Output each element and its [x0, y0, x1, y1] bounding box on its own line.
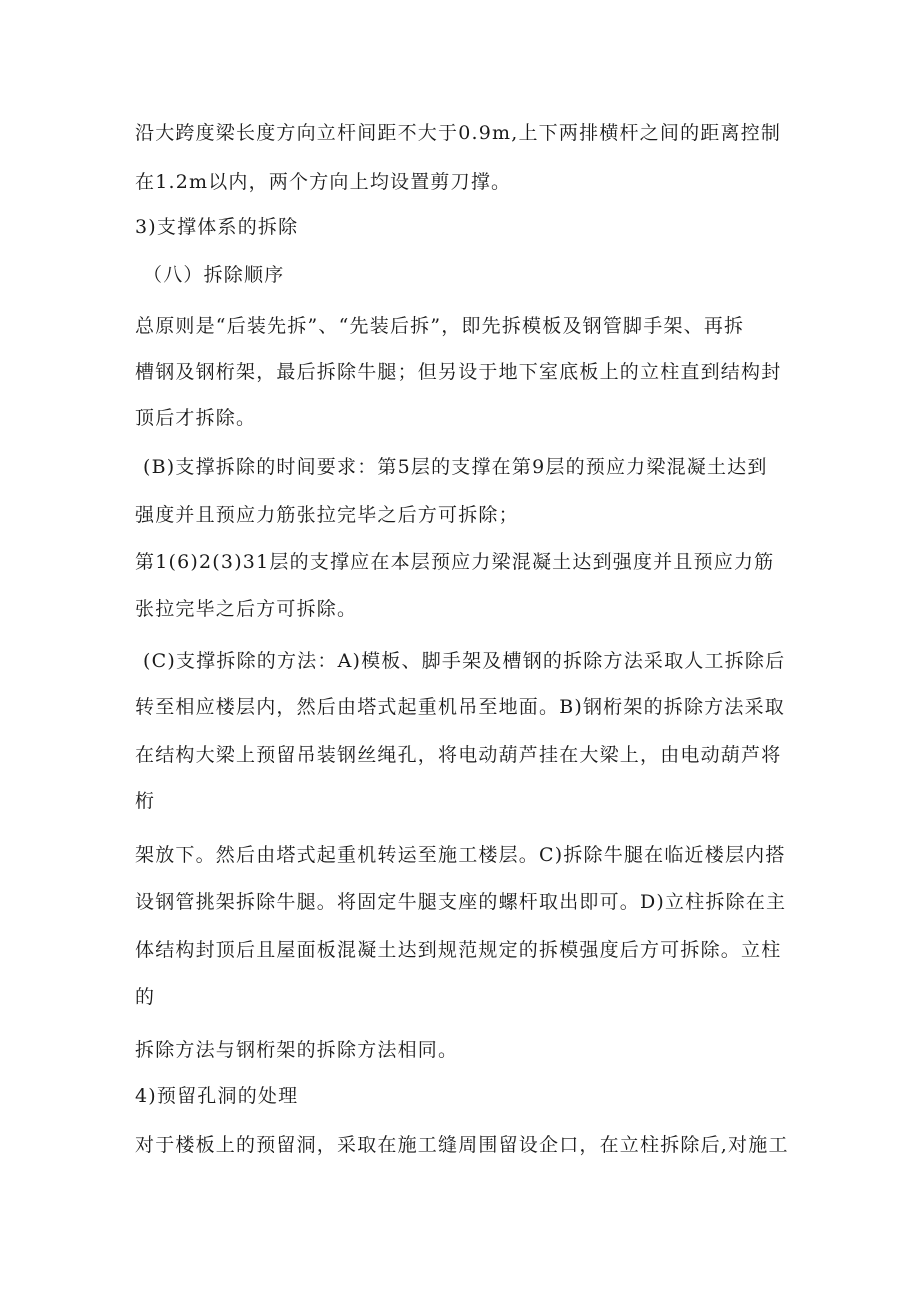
text-line: 总原则是“后装先拆”、“先装后拆”，即先拆模板及钢管脚手架、再拆 [135, 315, 745, 337]
text-line: 转至相应楼层内，然后由塔式起重机吊至地面。B)钢桁架的拆除方法采取 [135, 696, 785, 718]
text-line: 体结构封顶后且屋面板混凝土达到规范规定的拆模强度后方可拆除。立柱 [135, 939, 782, 961]
text-line: 槽钢及钢桁架，最后拆除牛腿；但另设于地下室底板上的立柱直到结构封 [135, 361, 782, 383]
text-line: (B)支撑拆除的时间要求：第5层的支撑在第9层的预应力梁混凝土达到 [143, 456, 768, 478]
text-line: 沿大跨度梁长度方向立杆间距不大于0.9m,上下两排横杆之间的距离控制 [135, 122, 782, 144]
text-line: 拆除方法与钢桁架的拆除方法相同。 [135, 1039, 459, 1061]
text-line: 在结构大梁上预留吊装钢丝绳孔，将电动葫芦挂在大梁上，由电动葫芦将 [135, 744, 782, 766]
text-line: (C)支撑拆除的方法：A)模板、脚手架及槽钢的拆除方法采取人工拆除后 [143, 650, 786, 672]
text-line: 在1.2m以内，两个方向上均设置剪刀撑。 [135, 171, 512, 193]
section-heading: （八）拆除顺序 [143, 264, 285, 286]
text-line: 桁 [135, 790, 156, 812]
text-line: 的 [135, 986, 156, 1008]
text-line: 顶后才拆除。 [135, 407, 257, 429]
text-line: 第1(6)2(3)31层的支撑应在本层预应力梁混凝土达到强度并且预应力筋 [135, 551, 775, 573]
text-line: 架放下。然后由塔式起重机转运至施工楼层。C)拆除牛腿在临近楼层内搭 [135, 844, 786, 866]
text-line: 张拉完毕之后方可拆除。 [135, 598, 358, 620]
section-heading: 3)支撑体系的拆除 [135, 216, 299, 238]
text-line: 对于楼板上的预留洞，采取在施工缝周围留设企口，在立柱拆除后,对施工 [135, 1134, 789, 1156]
section-heading: 4)预留孔洞的处理 [135, 1085, 299, 1107]
text-line: 强度并且预应力筋张拉完毕之后方可拆除； [135, 504, 519, 526]
text-line: 设钢管挑架拆除牛腿。将固定牛腿支座的螺杆取出即可。D)立柱拆除在主 [135, 891, 787, 913]
